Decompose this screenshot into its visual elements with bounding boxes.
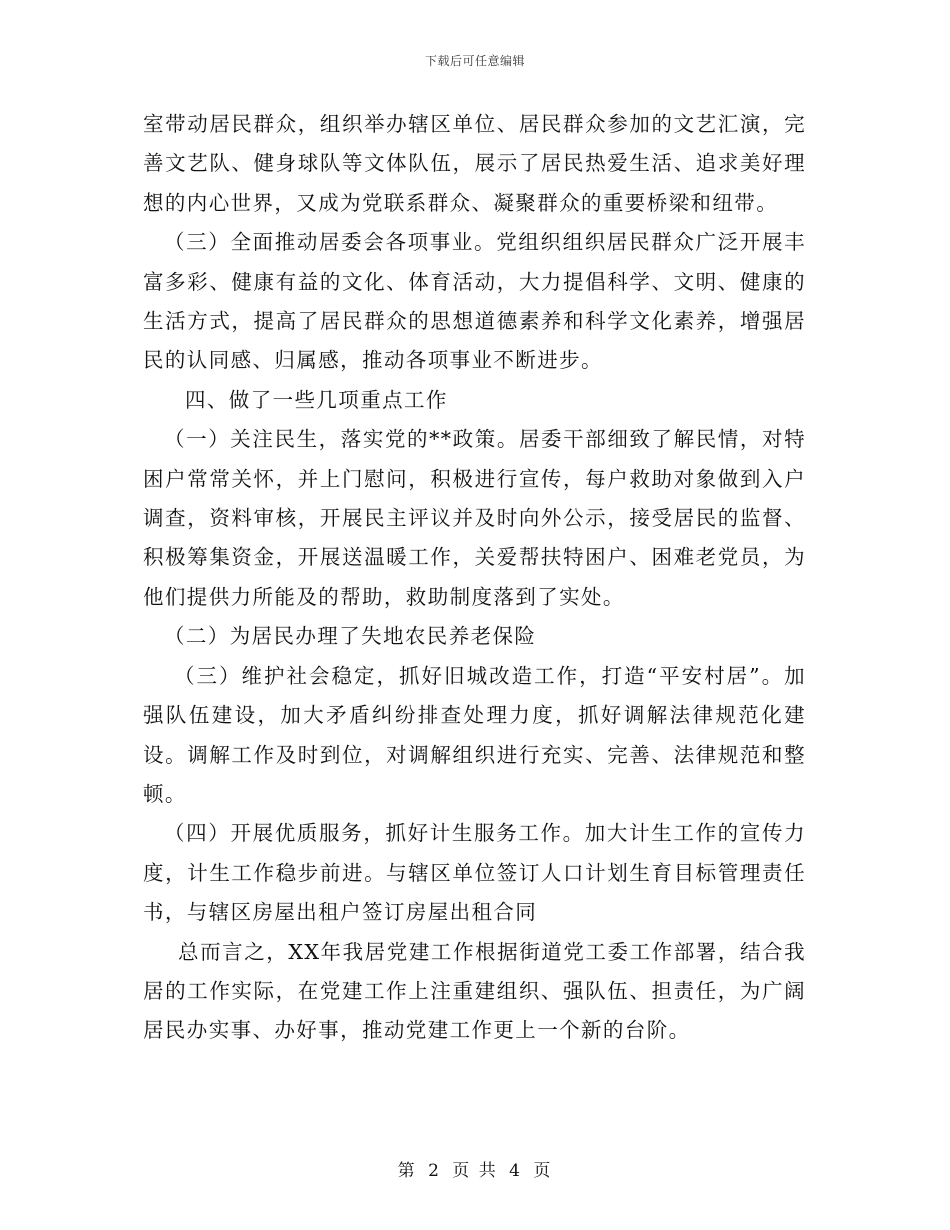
page-label-suffix: 页 (533, 1161, 553, 1181)
paragraph-5: （三）维护社会稳定，抓好旧城改造工作，打造“平安村居”。加强队伍建设，加大矛盾纠纷排查处理力度，抓好调解法律规范化建设。调解工作及时到位，对调解组织进行充实、完善、法律规范和整顿。 (143, 663, 806, 806)
paragraph-3: （一）关注民生，落实党的**政策。居委干部细致了解民情，对特困户常常关怀，并上门慰问，积极进行宣传，每户救助对象做到入户调查，资料审核，开展民主评议并及时向外公示，接受居民的监督、积极筹集资金，开展送温暖工作，关爱帮扶特困户、困难老党员，为他们提供力所能及的帮助，救助制度落到了实处。 (143, 427, 806, 609)
paragraph-2: （三）全面推动居委会各项事业。党组织组织居民群众广泛开展丰富多彩、健康有益的文化、体育活动，大力提倡科学、文明、健康的生活方式，提高了居民群众的思想道德素养和科学文化素养，增强居民的认同感、归属感，推动各项事业不断进步。 (143, 230, 806, 373)
document-body (143, 105, 806, 1051)
paragraph-4: （二）为居民办理了失地农民养老保险 (164, 624, 537, 649)
page-footer (0, 1156, 950, 1181)
page-number-current: 2 (428, 1161, 441, 1181)
header-note: 下载后可任意编辑 (424, 54, 525, 68)
section-heading-4: 四、做了一些几项重点工作 (185, 387, 448, 412)
page-label-prefix: 第 (397, 1161, 417, 1181)
page-number-total: 4 (509, 1161, 522, 1181)
paragraph-7: 总而言之，XX年我居党建工作根据街道党工委工作部署，结合我居的工作实际，在党建工作上注重建组织、强队伍、担责任，为广阔居民办实事、办好事，推动党建工作更上一个新的台阶。 (143, 939, 806, 1043)
paragraph-1: 室带动居民群众，组织举办辖区单位、居民群众参加的文艺汇演，完善文艺队、健身球队等文体队伍，展示了居民热爱生活、追求美好理想的内心世界，又成为党联系群众、凝聚群众的重要桥梁和纽带。 (143, 112, 806, 215)
paragraph-6: （四）开展优质服务，抓好计生服务工作。加大计生工作的宣传力度，计生工作稳步前进。与辖区单位签订人口计划生育目标管理责任书，与辖区房屋出租户签订房屋出租合同 (143, 821, 806, 925)
page-label-mid: 页 共 (452, 1161, 498, 1181)
